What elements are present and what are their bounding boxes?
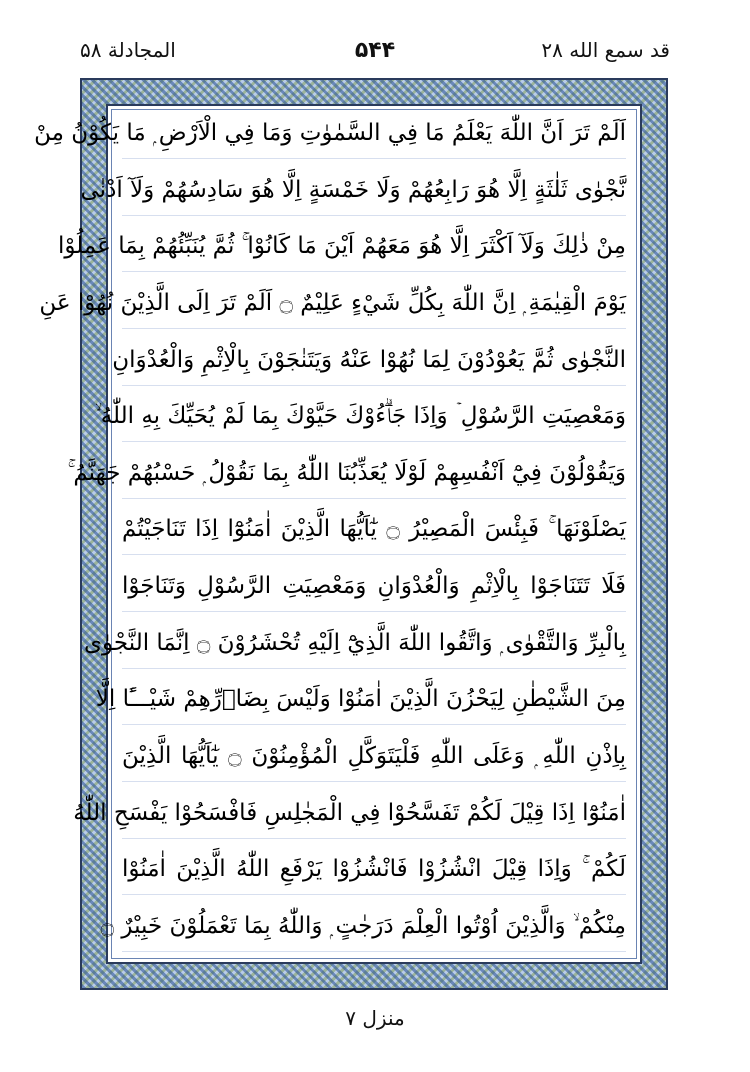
decorative-border <box>34 78 668 990</box>
verse-line: وَمَعْصِيَتِ الرَّسُوْلِ ۡ وَاِذَا جَاۗءُوْكَ حَيَّوْكَ بِمَا لَمْ يُحَيِّكَ بِهِ اللّٰهُ ۙ <box>122 401 626 442</box>
page-number: ۵۴۴ <box>354 38 396 63</box>
juz-name: قد سمع الله ۲۸ <box>541 38 670 62</box>
verse-line: مِنَ الشَّيْطٰنِ لِيَحْزُنَ الَّذِيْنَ اٰمَنُوْا وَلَيْسَ بِضَاۗرِّهِمْ شَيْـــًٔا اِلَّا <box>122 684 626 725</box>
verse-line: لَكُمْ ۚ وَاِذَا قِيْلَ انْشُزُوْا فَانْشُزُوْا يَرْفَعِ اللّٰهُ الَّذِيْنَ اٰمَنُوْا <box>122 854 626 895</box>
verse-line: يَصْلَوْنَهَا ۚ فَبِئْسَ الْمَصِيْرُ ۝ يٰٓاَيُّهَا الَّذِيْنَ اٰمَنُوْٓا اِذَا تَنَاجَيْتُمْ <box>122 514 626 555</box>
verse-line: مِنْكُمْ ۙ وَالَّذِيْنَ اُوْتُوا الْعِلْمَ دَرَجٰتٍ ۭ وَاللّٰهُ بِمَا تَعْمَلُوْنَ خَبِيْرٌ ۝ <box>122 911 626 952</box>
surah-name: المجادلة ۵۸ <box>80 38 176 62</box>
verse-line: يَوْمَ الْقِيٰمَةِ ۭ اِنَّ اللّٰهَ بِكُلِّ شَيْءٍ عَلِيْمٌ ۝ اَلَمْ تَرَ اِلَى الَّذِيْنَ نُهُوْا عَنِ <box>122 288 626 329</box>
verse-line: وَيَقُوْلُوْنَ فِيْٓ اَنْفُسِهِمْ لَوْلَا يُعَذِّبُنَا اللّٰهُ بِمَا نَقُوْلُ ۭ حَسْبُهُمْ جَهَنَّمُ ۚ <box>122 458 626 499</box>
verse-line: فَلَا تَتَنَاجَوْا بِالْاِثْمِ وَالْعُدْوَانِ وَمَعْصِيَتِ الرَّسُوْلِ وَتَنَاجَوْا <box>122 571 626 612</box>
verse-line: بِالْبِرِّ وَالتَّقْوٰى ۭ وَاتَّقُوا اللّٰهَ الَّذِيْٓ اِلَيْهِ تُحْشَرُوْنَ ۝ اِنَّمَا النَّجْوٰى <box>122 628 626 669</box>
manzil-footer: منزل ۷ <box>345 1006 405 1030</box>
verse-line: النَّجْوٰى ثُمَّ يَعُوْدُوْنَ لِمَا نُهُوْا عَنْهُ وَيَتَنٰجَوْنَ بِالْاِثْمِ وَالْعُدْوَانِ <box>122 345 626 386</box>
text-panel <box>34 104 642 964</box>
verse-line: مِنْ ذٰلِكَ وَلَآ اَكْثَرَ اِلَّا هُوَ مَعَهُمْ اَيْنَ مَا كَانُوْا ۚ ثُمَّ يُنَبِّئُهُمْ بِمَا عَمِلُوْا <box>122 231 626 272</box>
page-header <box>80 38 670 74</box>
verse-line: اَلَمْ تَرَ اَنَّ اللّٰهَ يَعْلَمُ مَا فِي السَّمٰوٰتِ وَمَا فِي الْاَرْضِ ۭ مَا يَكُوْنُ مِنْ <box>122 118 626 159</box>
verse-line: بِاِذْنِ اللّٰهِ ۭ وَعَلَى اللّٰهِ فَلْيَتَوَكَّلِ الْمُؤْمِنُوْنَ ۝ يٰٓاَيُّهَا الَّذِيْنَ <box>122 741 626 782</box>
verse-lines <box>34 118 626 952</box>
verse-line: نَّجْوٰى ثَلٰثَةٍ اِلَّا هُوَ رَابِعُهُمْ وَلَا خَمْسَةٍ اِلَّا هُوَ سَادِسُهُمْ وَلَآ اَدْنٰى <box>122 175 626 216</box>
verse-line: اٰمَنُوْٓا اِذَا قِيْلَ لَكُمْ تَفَسَّحُوْا فِي الْمَجٰلِسِ فَافْسَحُوْا يَفْسَحِ اللّٰهُ <box>122 798 626 839</box>
